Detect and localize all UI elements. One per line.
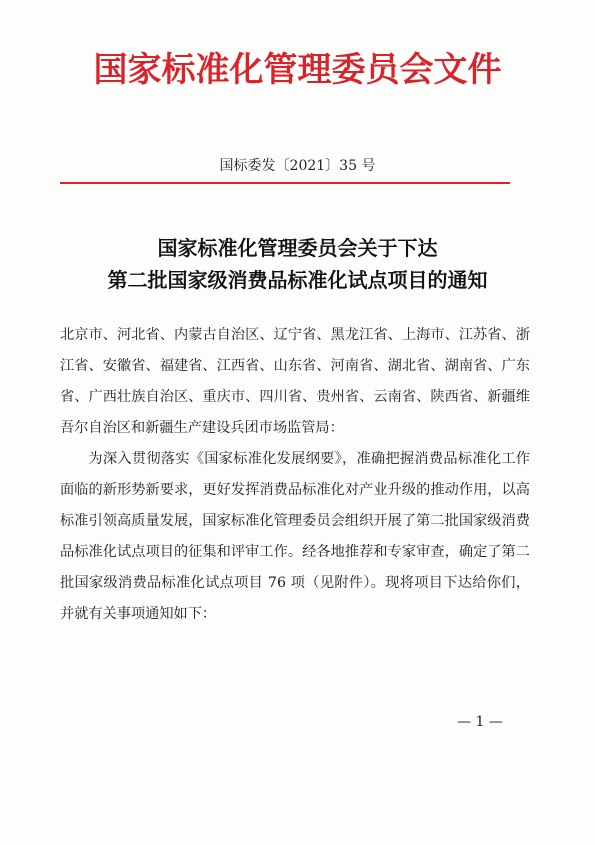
recipients-paragraph: 北京市、河北省、内蒙古自治区、辽宁省、黑龙江省、上海市、江苏省、浙江省、安徽省、福建省、江西省、山东省、河南省、湖北省、湖南省、广东省、广西壮族自治区、重庆市、四川省、贵州省、云南省、陕西省、新疆维吾尔自治区和新疆生产建设兵团市场监管局： <box>60 327 530 436</box>
red-separator-line <box>60 182 510 184</box>
issuer-masthead: 国家标准化管理委员会文件 <box>93 50 502 90</box>
page-number: — 1 — <box>457 714 503 730</box>
body-paragraph: 为深入贯彻落实《国家标准化发展纲要》，准确把握消费品标准化工作面临的新形势新要求，更好发挥消费品标准化对产业升级的推动作用，以高标准引领高质量发展，国家标准化管理委员会组织开展了第二批国家级消费品标准化试点项目的征集和评审工作。经各地推荐和专家审查，确定了第二批国家级消费品标准化试点项目 76 项（见附件）。现将项目下达给你们，并就有关事项通知如下： <box>60 451 530 622</box>
document-number: 国标委发〔2021〕35 号 <box>219 158 376 174</box>
title-line-2: 第二批国家级消费品标准化试点项目的通知 <box>107 268 488 292</box>
document-body <box>60 320 530 630</box>
title-line-1: 国家标准化管理委员会关于下达 <box>157 236 438 260</box>
document-title <box>0 232 595 296</box>
